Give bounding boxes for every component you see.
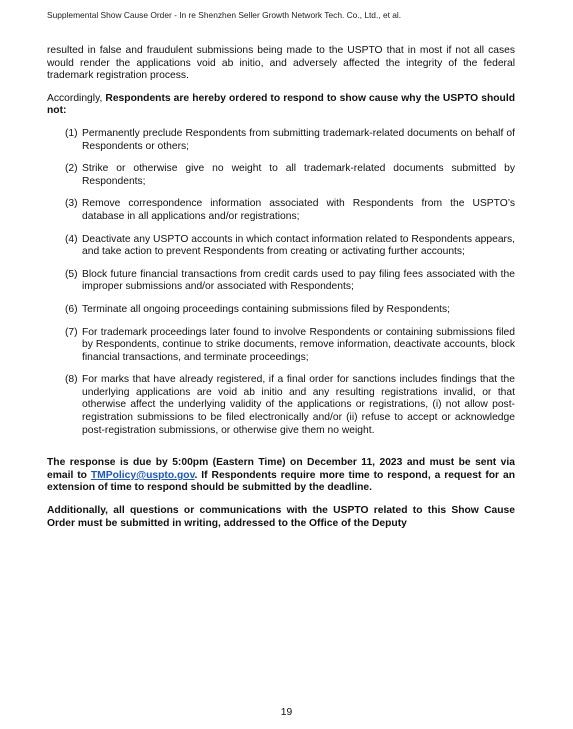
list-item	[47, 198, 515, 223]
response-text-part2: . If Respondents require more time to respond, a request for an extension of time to respond should be submitted by the deadline.	[47, 469, 515, 494]
list-item-number: (4)	[65, 233, 78, 245]
list-item-text: For marks that have already registered, if a final order for sanctions includes findings that the underlying applications are void ab initio and any resulting registrations invalid, or that otherwise affect the underlying validity of the applications or registrations, (i) not allow post-registration submissions to be filed electronically and/or (ii) refuse to accept or acknowledge post-registration submissions, or otherwise give them no weight.	[82, 374, 515, 436]
list-item	[47, 374, 515, 437]
document-body	[47, 45, 515, 540]
list-item	[47, 234, 515, 259]
order-bold-text: Respondents are hereby ordered to respond to show cause why the USPTO should not:	[47, 92, 515, 117]
list-item-number: (6)	[65, 303, 78, 315]
list-item-number: (2)	[65, 163, 78, 175]
list-item-text: Strike or otherwise give no weight to all trademark-related documents submitted by Respondents;	[82, 163, 515, 187]
running-header: Supplemental Show Cause Order - In re Shenzhen Seller Growth Network Tech. Co., Ltd., et al.	[47, 10, 402, 20]
list-item-text: Deactivate any USPTO accounts in which contact information related to Respondents appears, and take action to prevent Respondents from creating or activating further accounts;	[82, 233, 515, 258]
list-item-number: (7)	[65, 326, 78, 338]
list-item-text: Block future financial transactions from credit cards used to pay filing fees associated with the improper submissions and/or associated with Respondents;	[82, 268, 515, 293]
list-item-number: (5)	[65, 268, 78, 280]
order-paragraph	[47, 93, 515, 118]
list-item-text: Remove correspondence information associated with Respondents from the USPTO’s database in all applications and/or registrations;	[82, 198, 515, 222]
response-text-part1: The response is due by 5:00pm (Eastern Time) on December 11, 2023 and must be sent via email to	[47, 457, 515, 481]
list-item	[47, 128, 515, 153]
list-item-text: Permanently preclude Respondents from submitting trademark-related documents on behalf of Respondents or others;	[82, 127, 515, 152]
list-item	[47, 304, 515, 317]
list-item-text: For trademark proceedings later found to involve Respondents or containing submissions filed by Respondents, continue to strike documents, remove information, deactivate accounts, block financial transactions, and terminate proceedings;	[82, 326, 515, 363]
list-item	[47, 269, 515, 294]
list-item-number: (1)	[65, 127, 78, 139]
email-link[interactable]: TMPolicy@uspto.gov	[90, 469, 195, 481]
list-item-text: Terminate all ongoing proceedings containing submissions filed by Respondents;	[82, 303, 451, 315]
ordered-measures-list	[47, 128, 515, 437]
additional-paragraph: Additionally, all questions or communications with the USPTO related to this Show Cause Order must be submitted in writing, addressed to the Office of the Deputy	[47, 505, 515, 529]
list-item	[47, 327, 515, 365]
response-deadline-paragraph	[47, 457, 515, 495]
order-lead-text: Accordingly,	[47, 92, 103, 104]
list-item	[47, 163, 515, 188]
intro-paragraph: resulted in false and fraudulent submissions being made to the USPTO that in most if not all cases would render the applications void ab initio, and adversely affected the integrity of the federal trademark registration process.	[47, 45, 515, 82]
list-item-number: (8)	[65, 374, 78, 386]
page-number: 19	[280, 707, 293, 718]
list-item-number: (3)	[65, 198, 78, 210]
